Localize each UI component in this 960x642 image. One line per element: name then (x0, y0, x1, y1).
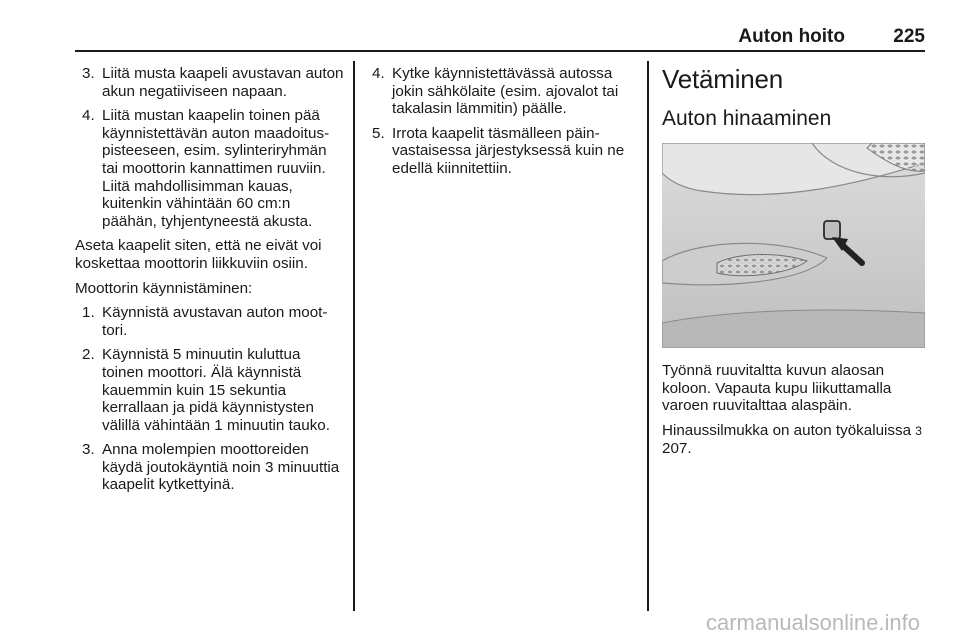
list-item: 2. Käynnistä 5 minuutin kuluttua toinen moottori. Älä käynnistä kauemmin kuin 15 sekuntia kerrallaan ja pidä käynnistysten välillä vähintään 1 minuutin tauko. (82, 346, 330, 434)
paragraph: Työnnä ruuvitaltta kuvun alaosan koloon. Vapauta kupu liikuttamalla varoen ruuvitalttaa alaspäin. (662, 362, 892, 415)
page-reference-icon: 3 (915, 423, 922, 438)
header-rule (75, 50, 925, 52)
list-item: 4. Kytke käynnistettävässä autossa jokin sähkölaite (esim. ajovalot tai takalasin lämmitin) päälle. (372, 65, 619, 118)
list-item: 1. Käynnistä avustavan auton moottori. (82, 304, 328, 339)
column-divider-2 (647, 61, 649, 611)
list-item: 4. Liitä mustan kaapelin toinen pää käynnistettävän auton maadoituspisteeseen, esim. sylinteriryhmän tai moottorin kannattimen ruuviin. Liitä mahdollisimman kauas, kuitenkin vähintään 60 cm:n päähän, tyhjentyneestä akusta. (82, 107, 330, 230)
bumper-drawing (662, 143, 925, 348)
start-steps-list (75, 304, 345, 494)
page-header (75, 26, 925, 52)
section-title: Auton hoito (738, 26, 845, 47)
paragraph: Hinaussilmukka on auton työkaluissa 3 207. (662, 421, 922, 458)
column-divider-1 (353, 61, 355, 611)
watermark: carmanualsonline.info (705, 610, 920, 635)
column-2 (365, 65, 637, 185)
subsection-heading: Auton hinaaminen (662, 107, 832, 130)
list-item: 5. Irrota kaapelit täsmälleen päinvastaisessa järjestyksessä kuin ne edellä kiinnitettiin. (372, 124, 625, 177)
page-number: 225 (893, 26, 925, 47)
towing-eye-cover-illustration (662, 143, 925, 348)
paragraph: Aseta kaapelit siten, että ne eivät voi koskettaa moottorin liikkuviin osiin. (75, 237, 322, 272)
column-3 (662, 65, 927, 465)
paragraph: Moottorin käynnistäminen: (75, 279, 253, 297)
section-heading: Vetäminen (662, 64, 784, 94)
page-reference[interactable]: 207. (662, 440, 692, 458)
column-1 (75, 65, 345, 501)
list-item: 3. Anna molempien moottoreiden käydä joutokäyntiä noin 3 minuuttia kaapelit kytkettyinä. (82, 441, 340, 494)
list-item: 3. Liitä musta kaapeli avustavan auton akun negatiiviseen napaan. (82, 65, 344, 100)
